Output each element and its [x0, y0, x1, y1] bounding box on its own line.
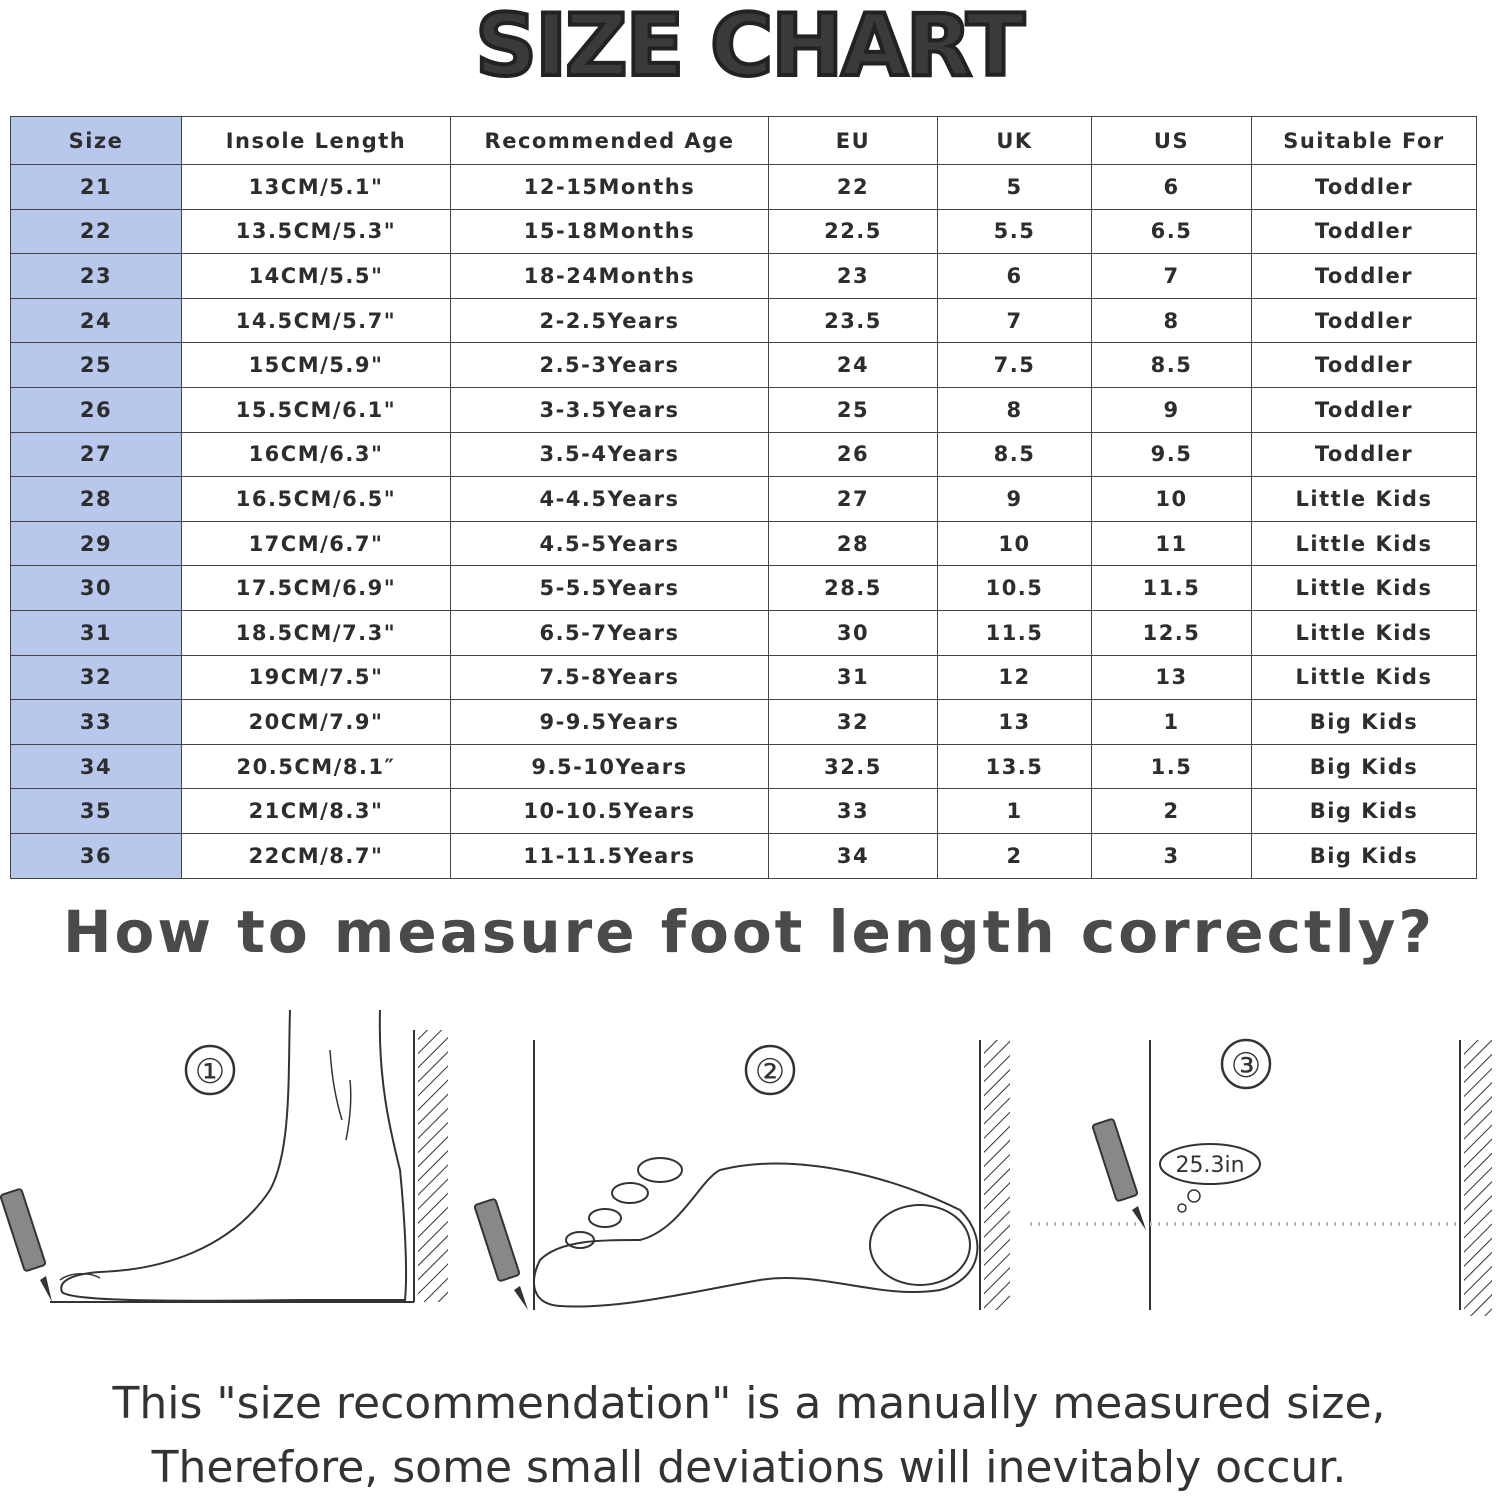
- pencil-icon: [0, 1189, 52, 1302]
- cell-insole-length: 15.5CM/6.1": [182, 387, 451, 432]
- cell-insole-length: 20.5CM/8.1″: [182, 744, 451, 789]
- cell-us: 13: [1092, 655, 1252, 700]
- header-eu: EU: [769, 117, 938, 165]
- cell-insole-length: 22CM/8.7": [182, 833, 451, 878]
- cell-uk: 5: [938, 165, 1092, 210]
- step-1-panel: [0, 1010, 448, 1302]
- cell-us: 1: [1092, 700, 1252, 745]
- table-row: [11, 477, 1477, 522]
- wall-hatch-icon: [984, 1040, 1010, 1310]
- cell-uk: 5.5: [938, 209, 1092, 254]
- cell-suitable-for: Toddler: [1252, 254, 1477, 299]
- table-row: [11, 610, 1477, 655]
- table-row: [11, 744, 1477, 789]
- cell-us: 3: [1092, 833, 1252, 878]
- cell-eu: 23.5: [769, 298, 938, 343]
- table-row: [11, 566, 1477, 611]
- cell-eu: 32: [769, 700, 938, 745]
- pencil-icon: [1092, 1119, 1146, 1230]
- cell-us: 7: [1092, 254, 1252, 299]
- cell-uk: 10: [938, 521, 1092, 566]
- cell-recommended-age: 10-10.5Years: [451, 789, 769, 834]
- table-row: [11, 432, 1477, 477]
- cell-us: 6: [1092, 165, 1252, 210]
- cell-insole-length: 19CM/7.5": [182, 655, 451, 700]
- cell-us: 9.5: [1092, 432, 1252, 477]
- step-2-panel: [474, 1040, 1010, 1310]
- cell-recommended-age: 7.5-8Years: [451, 655, 769, 700]
- header-recommended-age: Recommended Age: [451, 117, 769, 165]
- cell-size: 30: [11, 566, 182, 611]
- cell-eu: 30: [769, 610, 938, 655]
- cell-us: 1.5: [1092, 744, 1252, 789]
- cell-insole-length: 16CM/6.3": [182, 432, 451, 477]
- cell-eu: 24: [769, 343, 938, 388]
- cell-eu: 28: [769, 521, 938, 566]
- table-row: [11, 209, 1477, 254]
- cell-us: 8: [1092, 298, 1252, 343]
- cell-suitable-for: Big Kids: [1252, 789, 1477, 834]
- cell-insole-length: 18.5CM/7.3": [182, 610, 451, 655]
- cell-recommended-age: 4.5-5Years: [451, 521, 769, 566]
- cell-recommended-age: 2-2.5Years: [451, 298, 769, 343]
- cell-insole-length: 17.5CM/6.9": [182, 566, 451, 611]
- cell-eu: 27: [769, 477, 938, 522]
- cell-insole-length: 13CM/5.1": [182, 165, 451, 210]
- measure-heading: How to measure foot length correctly?: [62, 898, 1436, 966]
- header-size: Size: [11, 117, 182, 165]
- cell-insole-length: 14.5CM/5.7": [182, 298, 451, 343]
- table-header-row: [11, 117, 1477, 165]
- cell-recommended-age: 11-11.5Years: [451, 833, 769, 878]
- cell-size: 31: [11, 610, 182, 655]
- cell-uk: 7: [938, 298, 1092, 343]
- cell-uk: 9: [938, 477, 1092, 522]
- cell-uk: 10.5: [938, 566, 1092, 611]
- header-suitable-for: Suitable For: [1252, 117, 1477, 165]
- cell-recommended-age: 9.5-10Years: [451, 744, 769, 789]
- cell-us: 11.5: [1092, 566, 1252, 611]
- cell-suitable-for: Little Kids: [1252, 477, 1477, 522]
- cell-recommended-age: 2.5-3Years: [451, 343, 769, 388]
- cell-eu: 34: [769, 833, 938, 878]
- cell-suitable-for: Toddler: [1252, 387, 1477, 432]
- cell-recommended-age: 4-4.5Years: [451, 477, 769, 522]
- cell-suitable-for: Little Kids: [1252, 610, 1477, 655]
- header-insole-length: Insole Length: [182, 117, 451, 165]
- cell-suitable-for: Toddler: [1252, 209, 1477, 254]
- cell-uk: 11.5: [938, 610, 1092, 655]
- step-1-label: ①: [194, 1052, 226, 1092]
- cell-recommended-age: 9-9.5Years: [451, 700, 769, 745]
- cell-uk: 7.5: [938, 343, 1092, 388]
- table-row: [11, 833, 1477, 878]
- cell-insole-length: 20CM/7.9": [182, 700, 451, 745]
- cell-suitable-for: Big Kids: [1252, 833, 1477, 878]
- size-chart-table: [10, 116, 1477, 879]
- cell-size: 36: [11, 833, 182, 878]
- cell-eu: 25: [769, 387, 938, 432]
- table-row: [11, 789, 1477, 834]
- disclaimer-note: [0, 1372, 1498, 1500]
- wall-hatch-icon: [1464, 1040, 1492, 1316]
- cell-eu: 26: [769, 432, 938, 477]
- cell-uk: 13: [938, 700, 1092, 745]
- cell-size: 23: [11, 254, 182, 299]
- step-3-panel: [1030, 1040, 1492, 1316]
- cell-size: 22: [11, 209, 182, 254]
- cell-us: 6.5: [1092, 209, 1252, 254]
- disclaimer-line-1: This "size recommendation" is a manually measured size,: [112, 1378, 1386, 1429]
- cell-suitable-for: Little Kids: [1252, 521, 1477, 566]
- cell-suitable-for: Little Kids: [1252, 566, 1477, 611]
- cell-us: 10: [1092, 477, 1252, 522]
- pencil-icon: [474, 1199, 528, 1310]
- table-row: [11, 254, 1477, 299]
- step-3-label: ③: [1230, 1046, 1262, 1086]
- cell-eu: 32.5: [769, 744, 938, 789]
- measuring-illustration: [0, 990, 1498, 1330]
- table-row: [11, 521, 1477, 566]
- cell-recommended-age: 3-3.5Years: [451, 387, 769, 432]
- cell-suitable-for: Toddler: [1252, 298, 1477, 343]
- header-uk: UK: [938, 117, 1092, 165]
- cell-size: 34: [11, 744, 182, 789]
- cell-insole-length: 15CM/5.9": [182, 343, 451, 388]
- header-us: US: [1092, 117, 1252, 165]
- cell-recommended-age: 18-24Months: [451, 254, 769, 299]
- cell-insole-length: 13.5CM/5.3": [182, 209, 451, 254]
- table-row: [11, 165, 1477, 210]
- table-row: [11, 700, 1477, 745]
- cell-uk: 8.5: [938, 432, 1092, 477]
- table-row: [11, 387, 1477, 432]
- cell-uk: 12: [938, 655, 1092, 700]
- cell-insole-length: 14CM/5.5": [182, 254, 451, 299]
- cell-suitable-for: Toddler: [1252, 343, 1477, 388]
- cell-us: 8.5: [1092, 343, 1252, 388]
- cell-us: 12.5: [1092, 610, 1252, 655]
- measurement-value: 25.3in: [1175, 1153, 1245, 1178]
- cell-eu: 23: [769, 254, 938, 299]
- cell-us: 2: [1092, 789, 1252, 834]
- cell-size: 27: [11, 432, 182, 477]
- cell-recommended-age: 5-5.5Years: [451, 566, 769, 611]
- cell-suitable-for: Little Kids: [1252, 655, 1477, 700]
- cell-recommended-age: 12-15Months: [451, 165, 769, 210]
- cell-recommended-age: 3.5-4Years: [451, 432, 769, 477]
- cell-insole-length: 17CM/6.7": [182, 521, 451, 566]
- cell-recommended-age: 15-18Months: [451, 209, 769, 254]
- table-row: [11, 343, 1477, 388]
- table-row: [11, 298, 1477, 343]
- table-row: [11, 655, 1477, 700]
- cell-suitable-for: Big Kids: [1252, 700, 1477, 745]
- cell-recommended-age: 6.5-7Years: [451, 610, 769, 655]
- step-2-label: ②: [754, 1052, 786, 1092]
- cell-uk: 6: [938, 254, 1092, 299]
- cell-us: 9: [1092, 387, 1252, 432]
- disclaimer-line-2: Therefore, some small deviations will inevitably occur.: [151, 1442, 1347, 1493]
- cell-uk: 1: [938, 789, 1092, 834]
- cell-size: 35: [11, 789, 182, 834]
- cell-size: 29: [11, 521, 182, 566]
- cell-insole-length: 16.5CM/6.5": [182, 477, 451, 522]
- cell-suitable-for: Big Kids: [1252, 744, 1477, 789]
- cell-size: 32: [11, 655, 182, 700]
- cell-eu: 28.5: [769, 566, 938, 611]
- cell-size: 25: [11, 343, 182, 388]
- cell-size: 26: [11, 387, 182, 432]
- cell-eu: 22: [769, 165, 938, 210]
- cell-size: 24: [11, 298, 182, 343]
- cell-suitable-for: Toddler: [1252, 432, 1477, 477]
- cell-size: 28: [11, 477, 182, 522]
- cell-us: 11: [1092, 521, 1252, 566]
- cell-size: 33: [11, 700, 182, 745]
- page-title: SIZE CHART: [475, 0, 1023, 96]
- cell-uk: 13.5: [938, 744, 1092, 789]
- cell-size: 21: [11, 165, 182, 210]
- cell-eu: 31: [769, 655, 938, 700]
- cell-eu: 22.5: [769, 209, 938, 254]
- cell-eu: 33: [769, 789, 938, 834]
- wall-hatch-icon: [418, 1030, 448, 1302]
- cell-insole-length: 21CM/8.3": [182, 789, 451, 834]
- cell-uk: 8: [938, 387, 1092, 432]
- cell-uk: 2: [938, 833, 1092, 878]
- cell-suitable-for: Toddler: [1252, 165, 1477, 210]
